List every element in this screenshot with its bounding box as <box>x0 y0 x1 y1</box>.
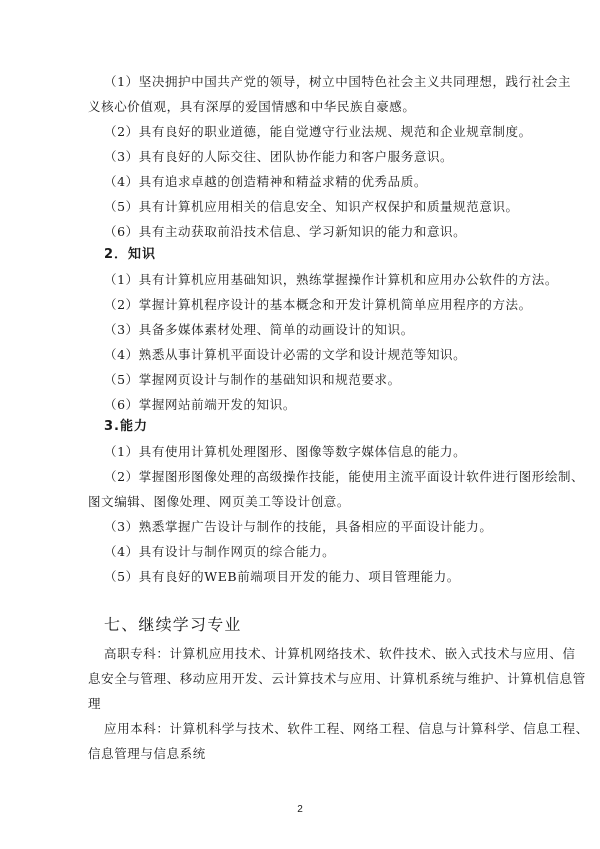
ability-item-4: （4）具有设计与制作网页的综合能力。 <box>104 544 336 559</box>
ability-item-3: （3）熟悉掌握广告设计与制作的技能，具备相应的平面设计能力。 <box>104 519 493 534</box>
knowledge-item-5: （5）掌握网页设计与制作的基础知识和规范要求。 <box>104 372 401 387</box>
quality-item-3: （3）具有良好的人际交往、团队协作能力和客户服务意识。 <box>104 149 454 164</box>
knowledge-item-4: （4）熟悉从事计算机平面设计必需的文学和设计规范等知识。 <box>104 347 467 362</box>
bachelor-line-1: 应用本科：计算机科学与技术、软件工程、网络工程、信息与计算科学、信息工程、 <box>104 721 589 736</box>
bachelor-line-2: 信息管理与信息系统 <box>88 746 206 761</box>
quality-item-1-line-2: 义核心价值观，具有深厚的爱国情感和中华民族自豪感。 <box>88 99 416 114</box>
quality-item-2: （2）具有良好的职业道德，能自觉遵守行业法规、规范和企业规章制度。 <box>104 124 532 139</box>
knowledge-item-3: （3）具备多媒体素材处理、简单的动画设计的知识。 <box>104 322 414 337</box>
ability-item-5: （5）具有良好的WEB前端项目开发的能力、项目管理能力。 <box>104 569 460 584</box>
ability-item-2-line-2: 图文编辑、图像处理、网页美工等设计创意。 <box>88 494 351 509</box>
ability-heading: 3.能力 <box>104 419 148 434</box>
ability-item-2-line-1: （2）掌握图形图像处理的高级操作技能，能使用主流平面设计软件进行图形绘制、 <box>104 469 585 484</box>
vocational-line-3: 理 <box>88 696 102 711</box>
vocational-line-2: 息安全与管理、移动应用开发、云计算技术与应用、计算机系统与维护、计算机信息管 <box>88 671 586 686</box>
page-number: 2 <box>297 804 303 815</box>
knowledge-item-6: （6）掌握网站前端开发的知识。 <box>104 397 296 412</box>
ability-item-1: （1）具有使用计算机处理图形、图像等数字媒体信息的能力。 <box>104 444 467 459</box>
knowledge-item-1: （1）具有计算机应用基础知识，熟练掌握操作计算机和应用办公软件的方法。 <box>104 272 558 287</box>
section-title-further-study: 七、继续学习专业 <box>104 615 242 634</box>
quality-item-4: （4）具有追求卓越的创造精神和精益求精的优秀品质。 <box>104 174 427 189</box>
vocational-line-1: 高职专科：计算机应用技术、计算机网络技术、软件技术、嵌入式技术与应用、信 <box>104 646 576 661</box>
knowledge-item-2: （2）掌握计算机程序设计的基本概念和开发计算机简单应用程序的方法。 <box>104 297 532 312</box>
quality-item-1-line-1: （1）坚决拥护中国共产党的领导，树立中国特色社会主义共同理想，践行社会主 <box>104 74 572 89</box>
quality-item-5: （5）具有计算机应用相关的信息安全、知识产权保护和质量规范意识。 <box>104 199 519 214</box>
quality-item-6: （6）具有主动获取前沿技术信息、学习新知识的能力和意识。 <box>104 224 467 239</box>
knowledge-heading: 2．知识 <box>104 247 157 262</box>
